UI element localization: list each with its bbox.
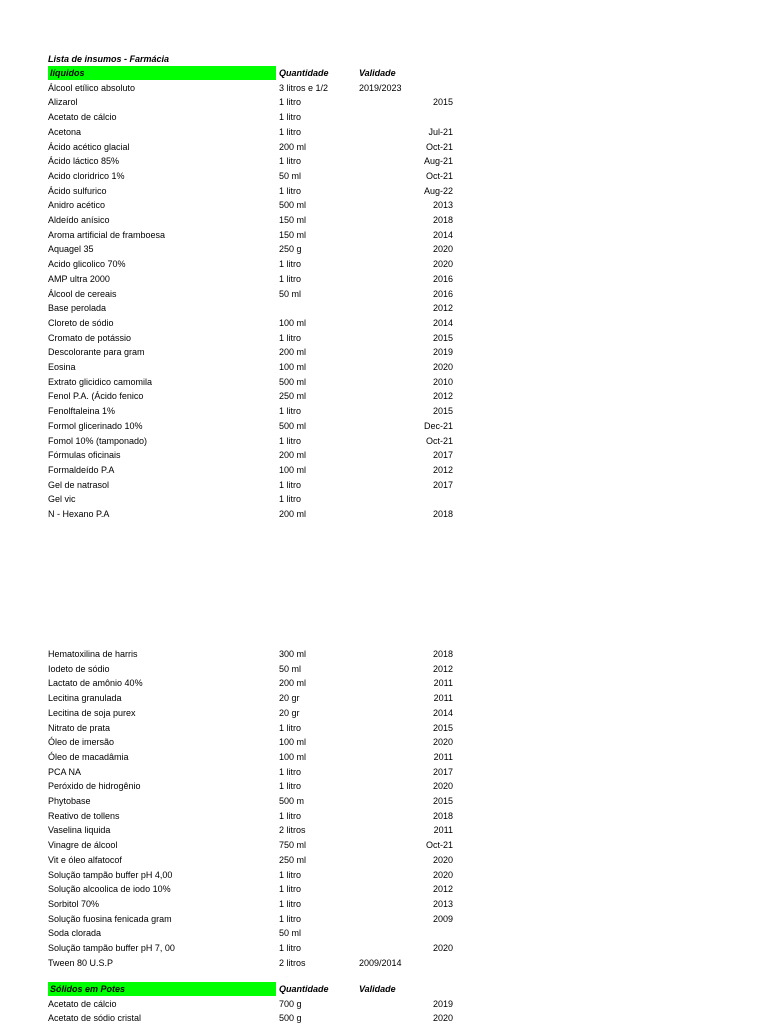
item-expiry: 2020: [432, 362, 453, 372]
item-quantity: 750 ml: [279, 840, 307, 851]
item-expiry: Jul-21: [428, 126, 453, 137]
item-quantity: 700 g: [279, 998, 302, 1009]
item-expiry: 2011: [433, 825, 453, 836]
item-expiry: 2018: [432, 810, 453, 821]
item-name: Hematoxilina de harris: [48, 649, 138, 659]
item-name: Reativo de tollens: [48, 810, 120, 821]
item-name: Sorbitol 70%: [48, 898, 100, 909]
item-name: Fenolftaleina 1%: [48, 406, 116, 417]
item-name: Ácido acético glacial: [48, 141, 130, 152]
item-name: Lecitina de soja purex: [48, 707, 136, 718]
item-expiry: 2017: [432, 450, 453, 461]
item-name: Formaldeído P.A: [48, 464, 115, 475]
column-header-validity: Validade: [359, 984, 396, 994]
item-validity-range: 2009/2014: [359, 957, 402, 968]
item-quantity: 200 ml: [279, 141, 307, 152]
item-expiry: 2015: [432, 406, 453, 417]
item-expiry: 2020: [432, 244, 453, 255]
item-name: Aldeído anísico: [48, 215, 110, 225]
item-expiry: Aug-21: [423, 156, 453, 167]
item-quantity: 1 litro: [279, 97, 302, 108]
item-expiry: Oct-21: [425, 141, 453, 152]
item-name: Fomol 10% (tamponado): [48, 435, 148, 446]
item-expiry: 2013: [432, 898, 453, 909]
item-quantity: 50 ml: [279, 928, 302, 939]
item-expiry: 2018: [432, 215, 453, 225]
item-name: Acetona: [48, 126, 82, 137]
item-quantity: 150 ml: [279, 215, 307, 225]
item-expiry: 2012: [432, 303, 453, 314]
item-name: Gel de natrasol: [48, 479, 110, 490]
item-quantity: 1 litro: [279, 810, 302, 821]
item-name: N - Hexano P.A: [48, 509, 110, 519]
item-expiry: 2019: [432, 998, 453, 1009]
item-name: Lecitina granulada: [48, 693, 122, 704]
item-name: Ácido láctico 85%: [48, 156, 120, 167]
item-quantity: 50 ml: [279, 288, 302, 299]
item-expiry: Oct-21: [425, 170, 453, 181]
item-quantity: 1 litro: [279, 494, 302, 505]
column-header-validity: Validade: [359, 68, 396, 78]
item-expiry: Oct-21: [425, 840, 453, 851]
item-expiry: 2012: [432, 391, 453, 402]
item-expiry: 2009: [432, 913, 453, 924]
item-expiry: 2020: [432, 737, 453, 748]
item-expiry: Oct-21: [425, 435, 453, 446]
item-quantity: 500 m: [279, 796, 305, 806]
item-expiry: 2015: [432, 796, 453, 806]
item-name: Óleo de macadâmia: [48, 751, 129, 762]
item-quantity: 20 gr: [279, 693, 300, 704]
item-quantity: 500 ml: [279, 200, 307, 211]
item-quantity: 200 ml: [279, 678, 307, 689]
item-quantity: 1 litro: [279, 112, 302, 123]
item-quantity: 300 ml: [279, 649, 307, 659]
item-expiry: 2011: [433, 693, 453, 704]
item-quantity: 1 litro: [279, 943, 302, 953]
item-name: Eosina: [48, 362, 76, 372]
item-name: Aquagel 35: [48, 244, 94, 255]
item-expiry: 2020: [432, 854, 453, 865]
item-quantity: 1 litro: [279, 185, 302, 196]
item-name: Vinagre de álcool: [48, 840, 118, 851]
item-validity-range: 2019/2023: [359, 82, 402, 93]
item-quantity: 1 litro: [279, 156, 302, 167]
column-header-quantity: Quantidade: [279, 68, 329, 78]
item-quantity: 1 litro: [279, 259, 302, 270]
item-name: Fenol P.A. (Ácido fenico: [48, 391, 144, 402]
item-expiry: 2013: [432, 200, 453, 211]
item-name: Fórmulas oficinais: [48, 450, 121, 461]
item-quantity: 200 ml: [279, 450, 307, 461]
item-expiry: 2016: [432, 273, 453, 284]
item-name: Acido cloridrico 1%: [48, 170, 125, 181]
item-expiry: 2020: [432, 259, 453, 270]
item-name: Alizarol: [48, 97, 78, 108]
item-quantity: 50 ml: [279, 663, 302, 674]
item-name: Vaselina liquida: [48, 825, 111, 836]
item-quantity: 2 litros: [279, 825, 306, 836]
item-name: Tween 80 U.S.P: [48, 957, 114, 968]
item-expiry: 2012: [432, 884, 453, 895]
item-quantity: 1 litro: [279, 406, 302, 417]
item-expiry: 2012: [432, 663, 453, 674]
item-expiry: 2011: [433, 678, 453, 689]
item-expiry: 2015: [432, 97, 453, 108]
item-name: Soda clorada: [48, 928, 102, 939]
item-quantity: 250 g: [279, 244, 302, 255]
item-expiry: 2020: [432, 943, 453, 953]
item-expiry: 2020: [432, 781, 453, 792]
item-name: Solução tampão buffer pH 4,00: [48, 869, 173, 880]
item-quantity: 100 ml: [279, 317, 307, 328]
item-name: Anidro acético: [48, 200, 106, 211]
item-name: Iodeto de sódio: [48, 663, 110, 674]
item-quantity: 500 ml: [279, 420, 307, 431]
item-name: Formol glicerinado 10%: [48, 420, 143, 431]
item-quantity: 50 ml: [279, 170, 302, 181]
item-expiry: 2015: [432, 722, 453, 733]
item-name: Acetato de cálcio: [48, 998, 117, 1009]
item-name: Álcool de cereais: [48, 288, 117, 299]
item-quantity: 100 ml: [279, 737, 307, 748]
item-name: Aroma artificial de framboesa: [48, 229, 166, 240]
item-expiry: 2010: [432, 376, 453, 387]
column-header-quantity: Quantidade: [279, 984, 329, 994]
item-expiry: 2014: [432, 707, 453, 718]
item-quantity: 1 litro: [279, 884, 302, 895]
item-name: Nitrato de prata: [48, 722, 111, 733]
item-expiry: Dec-21: [423, 420, 453, 431]
item-name: Peróxido de hidrogênio: [48, 781, 141, 792]
item-name: Óleo de imersão: [48, 737, 115, 748]
item-quantity: 1 litro: [279, 766, 302, 777]
section-header-name: líquidos: [48, 66, 276, 80]
item-expiry: 2016: [432, 288, 453, 299]
item-quantity: 200 ml: [279, 509, 307, 519]
item-name: Base perolada: [48, 303, 107, 314]
item-expiry: Aug-22: [423, 185, 453, 196]
item-name: Álcool etílico absoluto: [48, 82, 136, 93]
item-quantity: 250 ml: [279, 854, 307, 865]
item-expiry: 2017: [432, 766, 453, 777]
item-name: Vit e óleo alfatocof: [48, 854, 122, 865]
item-expiry: 2011: [433, 751, 453, 762]
item-quantity: 1 litro: [279, 126, 302, 137]
item-quantity: 250 ml: [279, 391, 307, 402]
item-name: Solução alcoolica de iodo 10%: [48, 884, 171, 895]
item-quantity: 1 litro: [279, 781, 302, 792]
item-quantity: 1 litro: [279, 273, 302, 284]
item-name: Lactato de amônio 40%: [48, 678, 143, 689]
item-name: PCA NA: [48, 766, 82, 777]
item-quantity: 200 ml: [279, 347, 307, 358]
item-quantity: 1 litro: [279, 435, 302, 446]
item-expiry: 2017: [432, 479, 453, 490]
item-name: Gel vic: [48, 494, 76, 505]
item-name: Solução fuosina fenicada gram: [48, 913, 172, 924]
item-name: Extrato glicidico camomila: [48, 376, 153, 387]
item-quantity: 20 gr: [279, 707, 300, 718]
item-quantity: 1 litro: [279, 332, 302, 343]
title-text: Lista de insumos - Farmácia: [48, 54, 170, 64]
item-quantity: 150 ml: [279, 229, 307, 240]
item-quantity: 1 litro: [279, 722, 302, 733]
item-name: Cloreto de sódio: [48, 317, 114, 328]
item-quantity: 1 litro: [279, 479, 302, 490]
item-quantity: 1 litro: [279, 898, 302, 909]
item-quantity: 100 ml: [279, 464, 307, 475]
item-quantity: 1 litro: [279, 913, 302, 924]
item-expiry: 2019: [432, 347, 453, 358]
item-expiry: 2020: [432, 869, 453, 880]
item-quantity: 1 litro: [279, 869, 302, 880]
item-name: Acido glicolico 70%: [48, 259, 126, 270]
item-name: Acetato de sódio cristal: [48, 1013, 142, 1024]
item-expiry: 2014: [432, 229, 453, 240]
item-expiry: 2014: [432, 317, 453, 328]
item-quantity: 100 ml: [279, 751, 307, 762]
item-quantity: 2 litros: [279, 957, 306, 968]
item-name: Cromato de potássio: [48, 332, 132, 343]
item-name: Descolorante para gram: [48, 347, 145, 358]
item-expiry: 2012: [432, 464, 453, 475]
item-expiry: 2018: [432, 649, 453, 659]
item-name: Solução tampão buffer pH 7, 00: [48, 943, 175, 953]
item-name: Phytobase: [48, 796, 91, 806]
item-expiry: 2020: [432, 1013, 453, 1024]
section-header-name: Sólidos em Potes: [48, 982, 276, 996]
item-name: AMP ultra 2000: [48, 273, 110, 284]
item-quantity: 3 litros e 1/2: [279, 82, 329, 93]
item-name: Ácido sulfurico: [48, 185, 107, 196]
item-quantity: 500 ml: [279, 376, 307, 387]
item-expiry: 2018: [432, 509, 453, 519]
item-expiry: 2015: [432, 332, 453, 343]
item-name: Acetato de cálcio: [48, 112, 117, 123]
item-quantity: 100 ml: [279, 362, 307, 372]
item-quantity: 500 g: [279, 1013, 302, 1024]
